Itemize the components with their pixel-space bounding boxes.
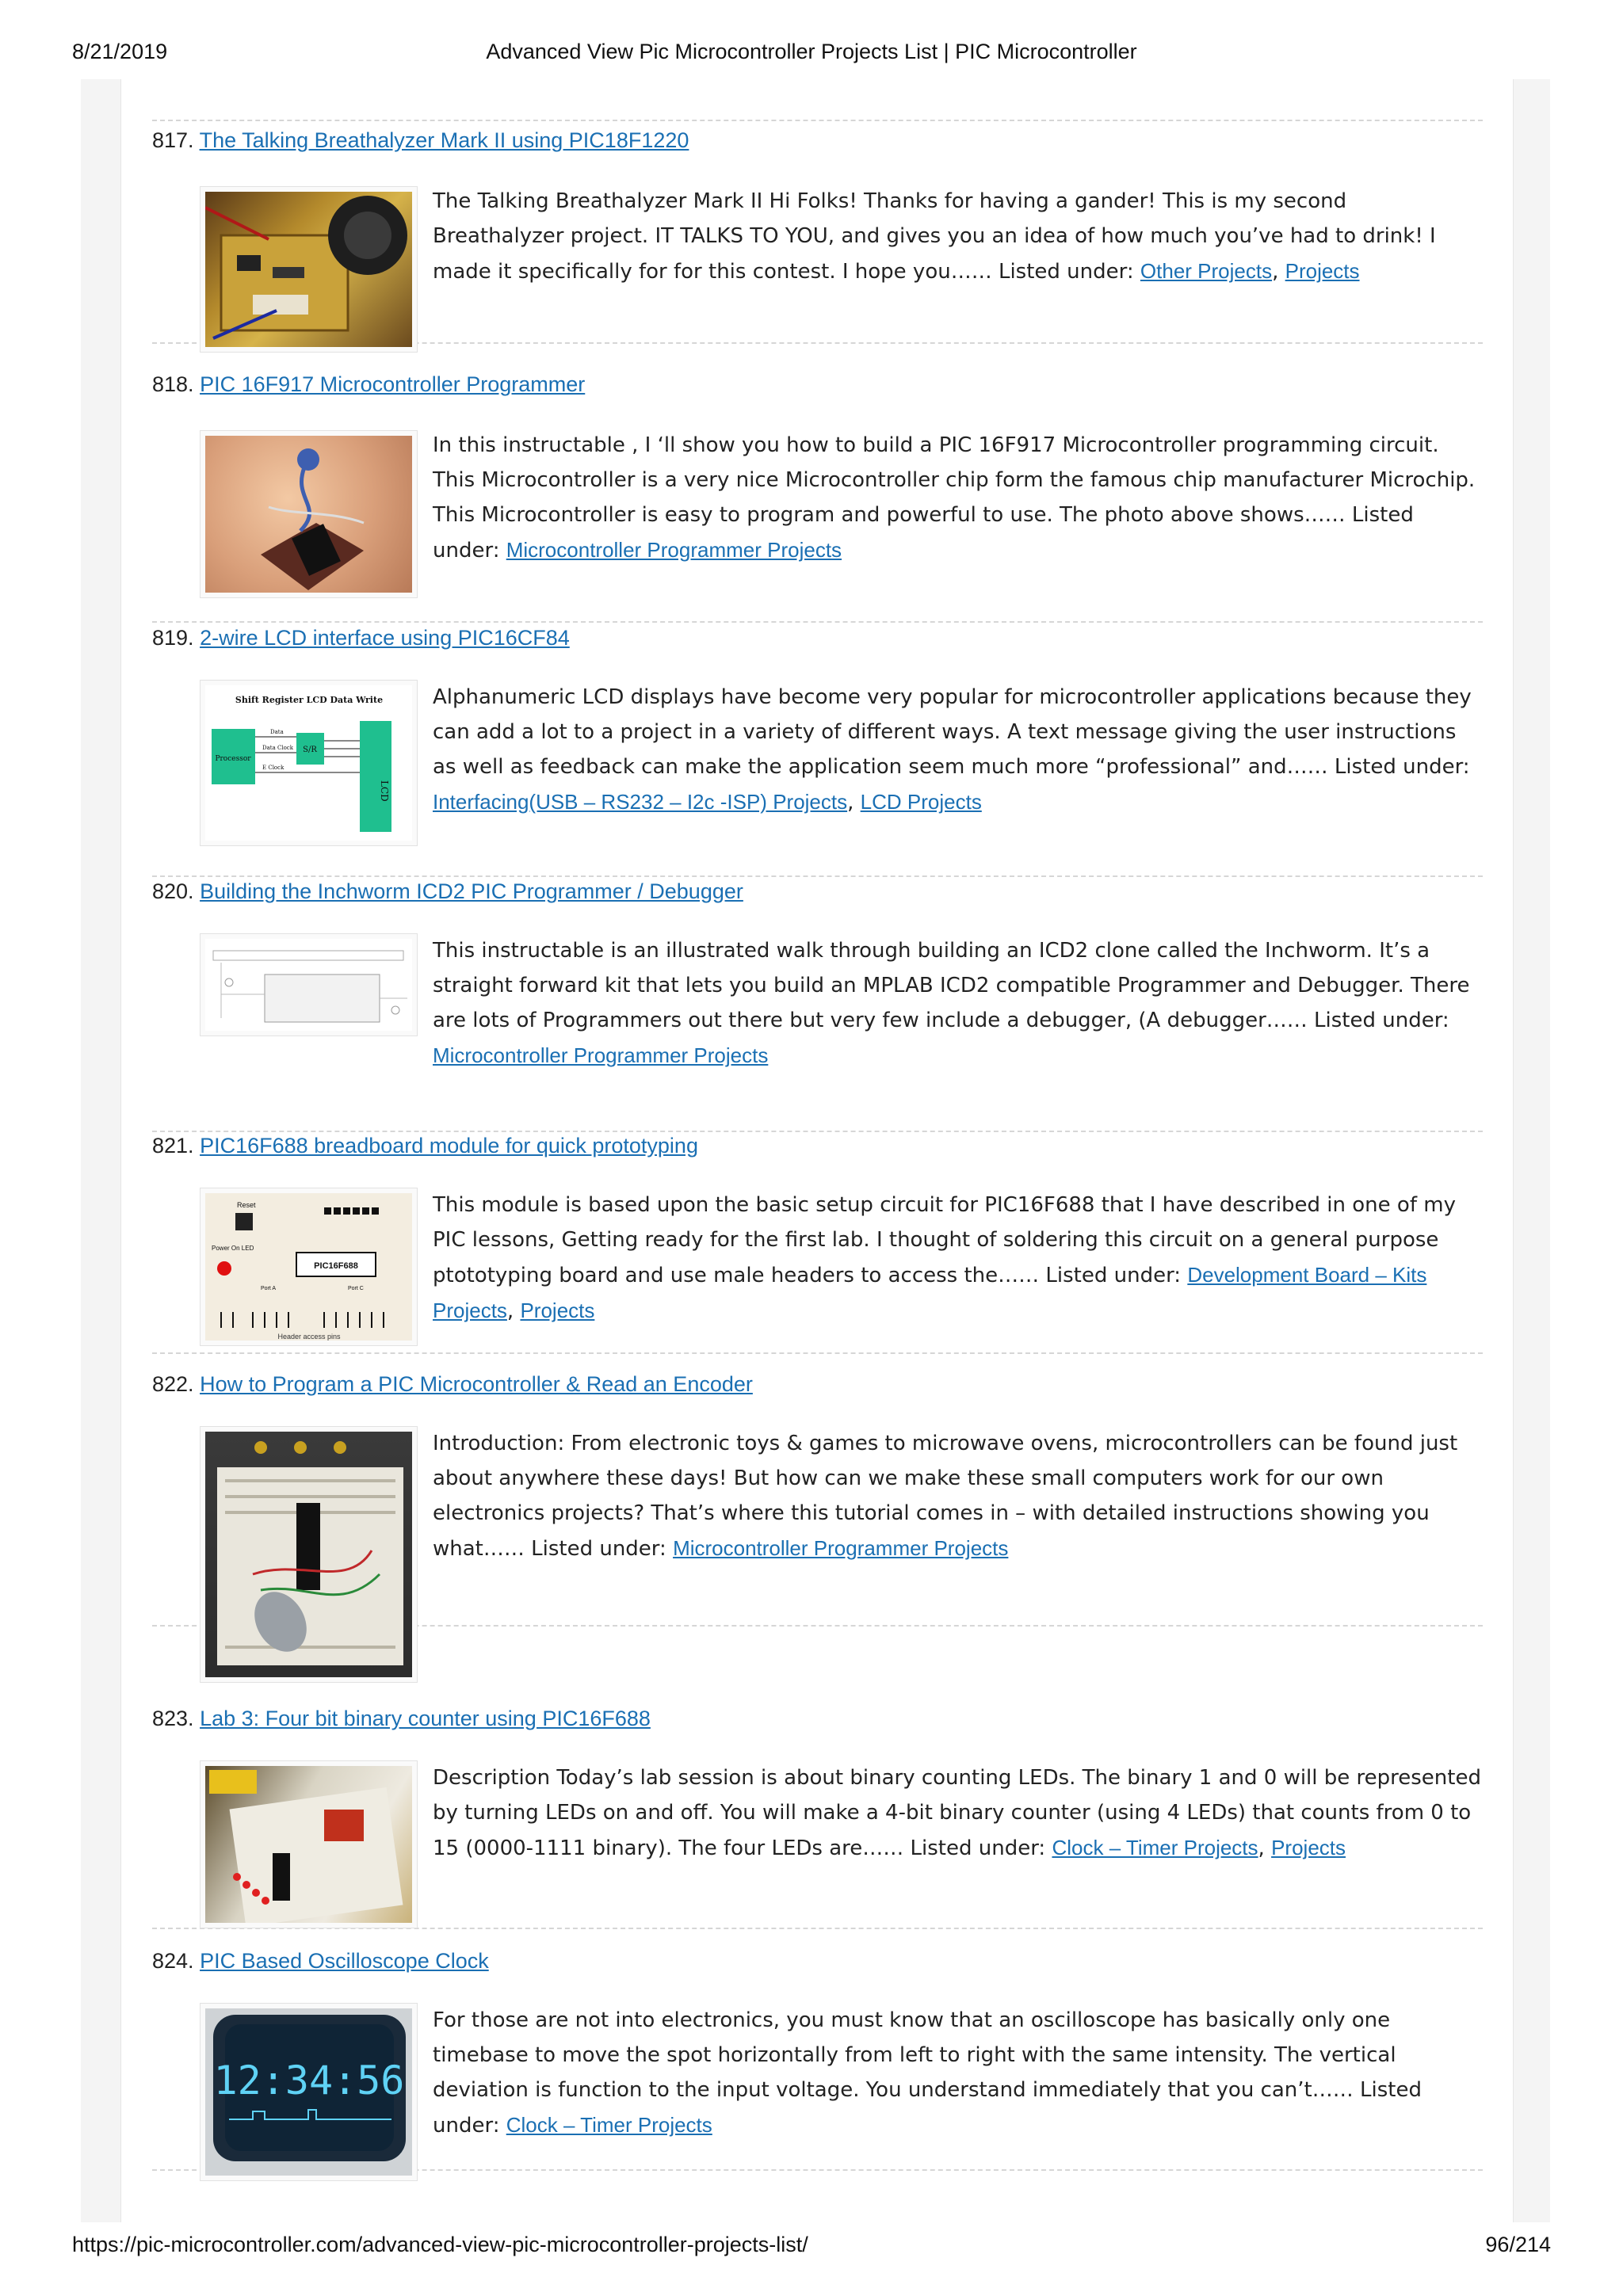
svg-text:PIC16F688: PIC16F688 bbox=[314, 1261, 358, 1271]
module-diagram bbox=[205, 1193, 412, 1341]
entry-number: 818. bbox=[152, 372, 194, 396]
entry-thumbnail[interactable] bbox=[200, 186, 418, 353]
entry-heading bbox=[152, 128, 689, 160]
svg-text:LCD: LCD bbox=[379, 780, 390, 802]
separator bbox=[152, 621, 1483, 623]
entry-heading bbox=[152, 1372, 753, 1404]
entry-number: 823. bbox=[152, 1707, 194, 1730]
category-link[interactable]: Projects bbox=[1271, 1836, 1346, 1859]
category-link[interactable]: Microcontroller Programmer Projects bbox=[506, 538, 842, 562]
entry-title-link[interactable]: PIC 16F917 Microcontroller Programmer bbox=[200, 372, 586, 396]
separator bbox=[152, 120, 1483, 121]
category-link[interactable]: Interfacing(USB – RS232 – I2c -ISP) Projects bbox=[433, 790, 848, 814]
category-link[interactable]: Projects bbox=[520, 1299, 595, 1322]
category-link[interactable]: LCD Projects bbox=[860, 790, 982, 814]
entry-title-link[interactable]: 2-wire LCD interface using PIC16CF84 bbox=[200, 626, 570, 650]
entry-number: 821. bbox=[152, 1134, 194, 1158]
entry-heading bbox=[152, 1949, 489, 1981]
entry-description: Description Today’s lab session is about binary counting LEDs. The binary 1 and 0 will be represented by turning LEDs on and off. You will make a 4-bit binary counter (using 4 LEDs) that counts from 0 to 15 (0000-1111 binary). The four LEDs are…… Listed under: Clock – Timer Projects, Projects bbox=[433, 1766, 1481, 1860]
clock-readout: 12:34:56 bbox=[213, 2058, 405, 2103]
oscilloscope-photo bbox=[205, 2008, 412, 2176]
entry-title-link[interactable]: The Talking Breathalyzer Mark II using PIC18F1220 bbox=[199, 128, 689, 152]
svg-text:Power On LED: Power On LED bbox=[212, 1245, 254, 1252]
svg-text:Data Clock: Data Clock bbox=[262, 745, 293, 751]
entry-number: 822. bbox=[152, 1372, 194, 1396]
entry-description: Introduction: From electronic toys & games to microwave ovens, microcontrollers can be found just about anywhere these days! But how can we make these small computers work for our own electronics projects? That’s where this tutorial comes in – with detailed instructions showing you what…… Listed under: Microcontroller Programmer Projects bbox=[433, 1432, 1458, 1561]
entry-thumbnail[interactable] bbox=[200, 1426, 418, 1683]
entry-description: Alphanumeric LCD displays have become very popular for microcontroller applications because they can add a lot to a project in a variety of different ways. A text message giving the user instructions as well as feedback can make the application seem much more “professional” and…… Listed under: Interfacing(USB – RS232 – I2c -ISP) Projects, LCD Projects bbox=[433, 685, 1472, 814]
category-link[interactable]: Development Board – Kits Projects bbox=[433, 1263, 1427, 1322]
page-url: https://pic-microcontroller.com/advanced-view-pic-microcontroller-projects-list/ bbox=[72, 2233, 808, 2256]
entry-number: 824. bbox=[152, 1949, 194, 1973]
svg-text:Data: Data bbox=[270, 729, 284, 735]
print-header bbox=[0, 40, 1623, 71]
svg-text:Port C: Port C bbox=[348, 1286, 364, 1291]
entry-heading bbox=[152, 1134, 698, 1165]
entry-description: This module is based upon the basic setup circuit for PIC16F688 that I have described in one of my PIC lessons, Getting ready for the first lab. I thought of soldering this circuit on a general purpose ptototyping board and use male headers to access the…… Listed under: Development Board – Kits Projects, Projects bbox=[433, 1193, 1456, 1323]
separator bbox=[152, 875, 1483, 877]
counter-photo bbox=[205, 1766, 412, 1923]
entry-thumbnail[interactable] bbox=[200, 1760, 418, 1928]
separator bbox=[152, 1131, 1483, 1132]
entry-description: For those are not into electronics, you must know that an oscilloscope has basically only one timebase to move the spot horizontally from left to right with the same intensity. The vertical deviation is function to the input voltage. You understand immediately that you can’t…… Listed under: Clock – Timer Projects bbox=[433, 2008, 1422, 2138]
svg-text:Port A: Port A bbox=[261, 1286, 277, 1291]
entry-description: This instructable is an illustrated walk through building an ICD2 clone called the Inchworm. It’s a straight forward kit that lets you build an MPLAB ICD2 compatible Programmer and Debugger. There are lots of Programmers out there but very few include a debugger, (A debugger…… Listed under: Microcontroller Programmer Projects bbox=[433, 939, 1470, 1067]
schematic-image bbox=[205, 939, 412, 1031]
entry-description: The Talking Breathalyzer Mark II Hi Folks! Thanks for having a gander! This is my second Breathalyzer project. IT TALKS TO YOU, and gives you an idea of how much you’ve had to drink! I made it specifically for for this contest. I hope you…… Listed under: Other Projects, Projects bbox=[433, 189, 1436, 284]
print-title: Advanced View Pic Microcontroller Projects List | PIC Microcontroller bbox=[486, 40, 1137, 63]
svg-text:Reset: Reset bbox=[237, 1201, 256, 1209]
category-link[interactable]: Microcontroller Programmer Projects bbox=[673, 1536, 1009, 1560]
entry-thumbnail[interactable] bbox=[200, 1188, 418, 1346]
entry-description: In this instructable , I ‘ll show you how to build a PIC 16F917 Microcontroller programming circuit. This Microcontroller is a very nice Microcontroller chip form the famous chip manufacturer Microchip. This Microcontroller is easy to program and powerful to use. The photo above shows…… Listed under: Microcontroller Programmer Projects bbox=[433, 433, 1476, 563]
entry-heading bbox=[152, 372, 585, 404]
entry-title-link[interactable]: Building the Inchworm ICD2 PIC Programmer / Debugger bbox=[200, 879, 743, 903]
entry-title-link[interactable]: PIC16F688 breadboard module for quick prototyping bbox=[200, 1134, 698, 1158]
svg-text:Processor: Processor bbox=[215, 755, 251, 763]
category-link[interactable]: Clock – Timer Projects bbox=[506, 2113, 712, 2137]
entry-number: 820. bbox=[152, 879, 194, 903]
entry-thumbnail[interactable] bbox=[200, 430, 418, 598]
print-date: 8/21/2019 bbox=[72, 40, 168, 63]
entry-heading bbox=[152, 1707, 651, 1738]
category-link[interactable]: Other Projects bbox=[1140, 259, 1273, 283]
page-number: 96/214 bbox=[1485, 2233, 1551, 2256]
category-link[interactable]: Projects bbox=[1285, 259, 1360, 283]
svg-text:S/R: S/R bbox=[303, 746, 317, 754]
entry-number: 817. bbox=[152, 128, 194, 152]
breathalyzer-photo bbox=[205, 192, 412, 347]
svg-text:Header access pins: Header access pins bbox=[277, 1333, 341, 1341]
entry-title-link[interactable]: PIC Based Oscilloscope Clock bbox=[200, 1949, 489, 1973]
entry-thumbnail[interactable] bbox=[200, 680, 418, 846]
breadboard-photo bbox=[205, 1432, 412, 1677]
entry-thumbnail[interactable] bbox=[200, 933, 418, 1036]
entry-thumbnail[interactable] bbox=[200, 2003, 418, 2181]
entry-title-link[interactable]: How to Program a PIC Microcontroller & Read an Encoder bbox=[200, 1372, 753, 1396]
programmer-photo bbox=[205, 436, 412, 593]
category-link[interactable]: Microcontroller Programmer Projects bbox=[433, 1043, 769, 1067]
entry-number: 819. bbox=[152, 626, 194, 650]
svg-text:E Clock: E Clock bbox=[262, 765, 285, 771]
print-footer bbox=[0, 2233, 1623, 2264]
entry-heading bbox=[152, 879, 743, 911]
diagram-title: Shift Register LCD Data Write bbox=[235, 695, 384, 705]
lcd-diagram bbox=[205, 685, 412, 841]
entry-heading bbox=[152, 626, 570, 658]
category-link[interactable]: Clock – Timer Projects bbox=[1052, 1836, 1258, 1859]
separator bbox=[152, 1352, 1483, 1354]
entry-title-link[interactable]: Lab 3: Four bit binary counter using PIC16F688 bbox=[200, 1707, 651, 1730]
